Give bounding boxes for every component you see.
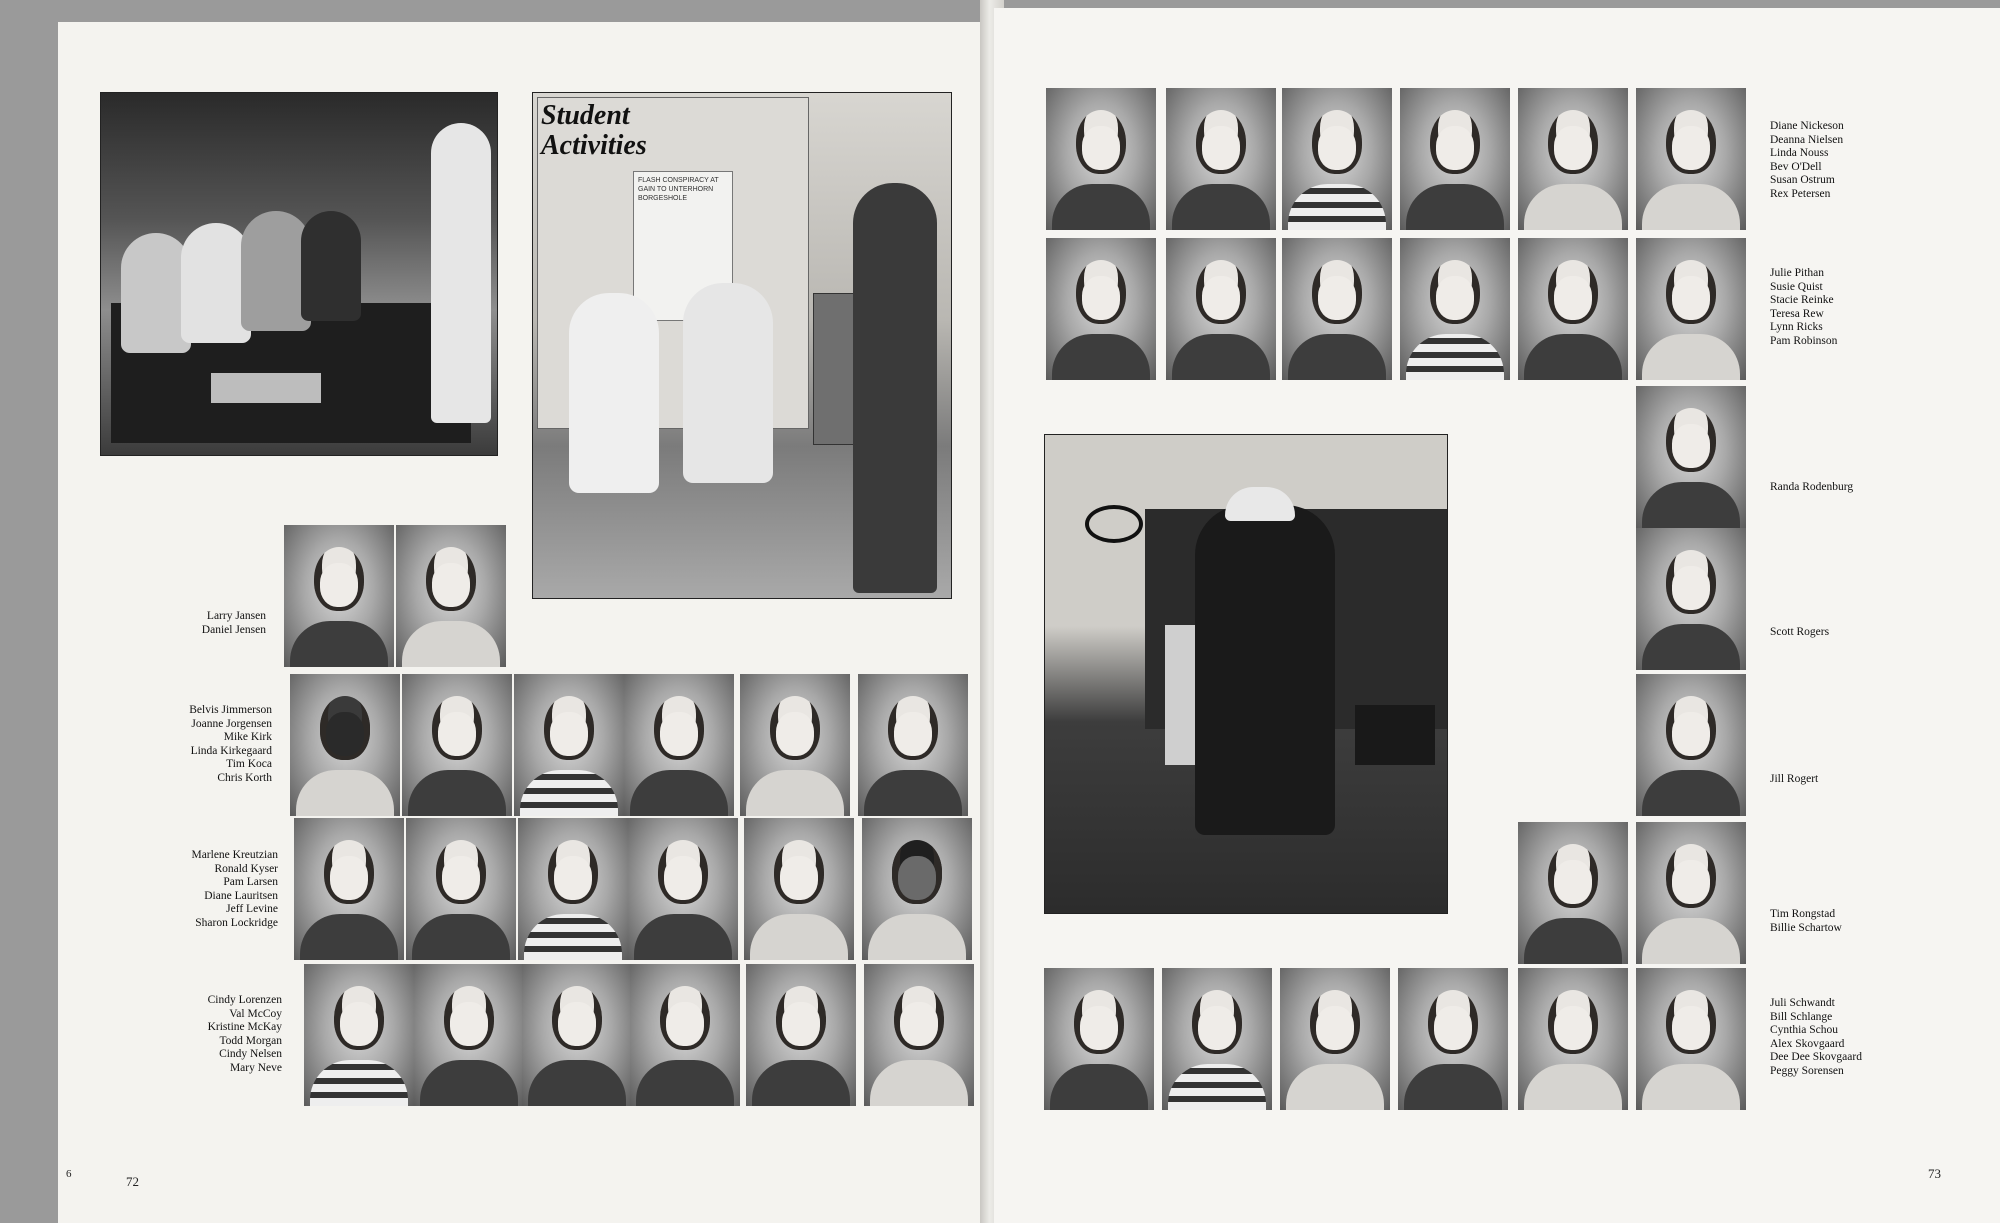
student-portrait [628, 818, 738, 960]
student-portrait [290, 674, 400, 816]
name-list [150, 849, 278, 931]
student-portrait [514, 674, 624, 816]
student-name: Sharon Lockridge [195, 916, 278, 929]
name-list [1770, 481, 1910, 495]
student-name: Lynn Ricks [1770, 321, 1823, 334]
student-name: Juli Schwandt [1770, 997, 1835, 1009]
name-list [150, 610, 266, 637]
student-name: Cindy Nelsen [219, 1048, 282, 1061]
student-name: Dee Dee Skovgaard [1770, 1051, 1862, 1064]
candid-photo-student-activities [532, 92, 952, 599]
photo-person [301, 211, 361, 321]
student-portrait [1044, 968, 1154, 1110]
student-name: Linda Kirkegaard [190, 744, 272, 757]
student-portrait [1636, 88, 1746, 230]
photo-person-sitting [683, 283, 773, 483]
name-list [1770, 997, 1910, 1079]
photo-person-cap [1225, 487, 1295, 521]
student-name: Jill Rogert [1770, 773, 1819, 785]
student-portrait [630, 964, 740, 1106]
student-name: Pam Larsen [223, 876, 278, 889]
student-portrait [744, 818, 854, 960]
student-name: Val McCoy [229, 1007, 282, 1020]
page-edge-mark: 6 [66, 1168, 72, 1180]
student-name: Diane Nickeson [1770, 120, 1844, 132]
student-portrait [518, 818, 628, 960]
student-name: Daniel Jensen [201, 623, 266, 636]
student-name: Marlene Kreutzian [191, 849, 278, 861]
student-portrait [1280, 968, 1390, 1110]
student-portrait [1636, 822, 1746, 964]
student-portrait [862, 818, 972, 960]
student-portrait [1636, 386, 1746, 528]
student-name: Belvis Jimmerson [189, 704, 272, 716]
student-portrait [1046, 238, 1156, 380]
photo-person-standing [853, 183, 937, 593]
student-name: Billie Schartow [1770, 921, 1842, 934]
student-portrait [294, 818, 404, 960]
student-name: Stacie Reinke [1770, 294, 1834, 307]
student-portrait [396, 525, 506, 667]
student-name: Deanna Nielsen [1770, 133, 1844, 146]
page-number-right: 73 [1928, 1166, 1941, 1181]
student-portrait [1518, 88, 1628, 230]
name-list [1770, 267, 1910, 349]
student-name: Joanne Jorgensen [191, 717, 272, 730]
student-name: Tim Koca [226, 758, 272, 771]
student-name: Diane Lauritsen [204, 889, 278, 902]
student-portrait [1400, 88, 1510, 230]
student-name: Todd Morgan [219, 1034, 282, 1047]
student-name: Teresa Rew [1770, 307, 1824, 320]
student-name: Bev O'Dell [1770, 160, 1822, 173]
student-portrait [1162, 968, 1272, 1110]
student-name: Bill Schlange [1770, 1010, 1833, 1023]
name-list [1770, 120, 1910, 202]
student-portrait [406, 818, 516, 960]
photo-person-sitting [569, 293, 659, 493]
student-portrait [304, 964, 414, 1106]
student-portrait [858, 674, 968, 816]
student-portrait [1166, 238, 1276, 380]
page-number-left: 72 [126, 1174, 139, 1189]
student-portrait [1518, 822, 1628, 964]
student-name: Jeff Levine [226, 903, 278, 916]
student-portrait [1398, 968, 1508, 1110]
student-name: Mary Neve [229, 1061, 282, 1074]
photo-book [211, 373, 321, 403]
student-name: Pam Robinson [1770, 334, 1838, 347]
candid-photo-table [100, 92, 498, 456]
student-name: Alex Skovgaard [1770, 1037, 1845, 1050]
bulletin-notice: FLASH CONSPIRACY AT GAIN TO UNTERHORN BORGESHOLE [633, 171, 733, 321]
student-name: Rex Petersen [1770, 187, 1831, 200]
student-portrait [1282, 238, 1392, 380]
photo-bag [1355, 705, 1435, 765]
student-name: Cindy Lorenzen [207, 994, 282, 1006]
student-portrait [1636, 528, 1746, 670]
student-portrait [864, 964, 974, 1106]
name-list [1770, 773, 1910, 787]
name-list [1770, 626, 1910, 640]
student-portrait [402, 674, 512, 816]
student-portrait [1046, 88, 1156, 230]
candid-photo-student-writing [1044, 434, 1448, 914]
student-portrait [1282, 88, 1392, 230]
photo-person-writing [1195, 505, 1335, 835]
student-name: Susan Ostrum [1770, 174, 1835, 187]
student-name: Larry Jansen [206, 610, 266, 622]
student-portrait [1166, 88, 1276, 230]
name-list [1770, 908, 1910, 935]
student-portrait [414, 964, 524, 1106]
student-activities-sign: Student Activities [541, 100, 647, 161]
student-portrait [522, 964, 632, 1106]
student-portrait [284, 525, 394, 667]
student-name: Ronald Kyser [214, 862, 278, 875]
student-portrait [1518, 238, 1628, 380]
photo-wall-drawing [1085, 505, 1143, 543]
student-portrait [624, 674, 734, 816]
student-portrait [1636, 238, 1746, 380]
student-name: Julie Pithan [1770, 267, 1824, 279]
student-name: Linda Nouss [1770, 147, 1829, 160]
student-portrait [1636, 674, 1746, 816]
student-portrait [740, 674, 850, 816]
student-portrait [1400, 238, 1510, 380]
student-name: Tim Rongstad [1770, 908, 1836, 920]
student-portrait [746, 964, 856, 1106]
student-name: Susie Quist [1770, 280, 1823, 293]
student-name: Mike Kirk [223, 731, 272, 744]
student-name: Scott Rogers [1770, 626, 1830, 638]
student-name: Randa Rodenburg [1770, 481, 1854, 493]
student-portrait [1518, 968, 1628, 1110]
student-name: Peggy Sorensen [1770, 1064, 1844, 1077]
student-portrait [1636, 968, 1746, 1110]
student-name: Cynthia Schou [1770, 1024, 1839, 1037]
student-name: Chris Korth [217, 771, 272, 784]
name-list [150, 994, 282, 1076]
name-list [150, 704, 272, 786]
student-name: Kristine McKay [207, 1021, 282, 1034]
photo-person [431, 123, 491, 423]
